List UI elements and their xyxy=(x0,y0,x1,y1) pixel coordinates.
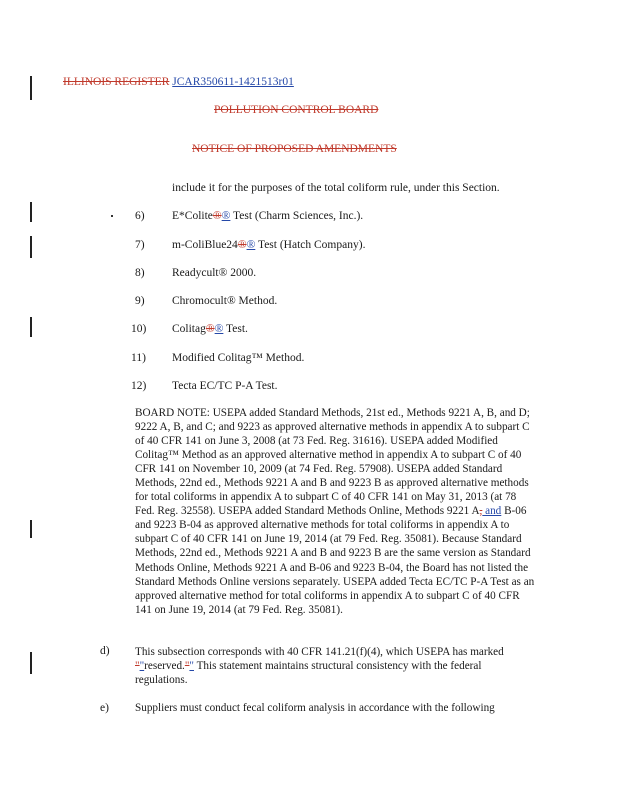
register-struck: ILLINOIS REGISTER xyxy=(63,76,170,88)
change-bar xyxy=(30,236,32,258)
para-d-label: d) xyxy=(100,645,110,657)
item-text: Colitag®® Test. xyxy=(172,323,248,335)
item-text: Readycult® 2000. xyxy=(172,267,257,279)
change-bar xyxy=(30,652,32,674)
item-text: E*Colite®® Test (Charm Sciences, Inc.). xyxy=(172,210,364,222)
notice-header: NOTICE OF PROPOSED AMENDMENTS xyxy=(192,143,397,155)
change-bar xyxy=(30,202,32,222)
item-text: m-ColiBlue24®® Test (Hatch Company). xyxy=(172,239,366,251)
board-note: BOARD NOTE: USEPA added Standard Methods, 21st ed., Methods 9221 A, B, and D; 9222 A, B, and C; and 9223 as approved alternative methods in appendix A to subpart C of 40 CFR 141 on June 3, 2008 (at 73 Fed. Reg. 31616). USEPA added Modified Colitag™ Method as an approved alternative method in appendix A to subpart C of 40 CFR 141 on November 10, 2009 (at 74 Fed. Reg. 57908). USEPA added Standard Methods, 22nd ed., Methods 9221 A and B and 9223 B as approved alternative methods for total coliforms in appendix A to subpart C of 40 CFR 141 on May 31, 2013 (at 78 Fed. Reg. 32558). USEPA added Standard Methods Online, Methods 9221 A, and B-06 and 9223 B-04 as approved alternative methods for total coliforms in appendix A to subpart C of 40 CFR 141 on June 19, 2014 (at 79 Fed. Reg. 35081). Because Standard Methods, 22nd ed., Methods 9221 A and B and 9223 B are the same version as Standard Methods Online, Methods 9221 A and B-06 and 9223 B-04, the Board has not listed the Standard Methods Online versions separately. USEPA added Tecta EC/TC P-A Test as an approved alternative method for total coliforms in appendix A to subpart C of 40 CFR 141 on June 19, 2014 (at 79 Fed. Reg. 35081). xyxy=(135,407,535,616)
para-e-text: Suppliers must conduct fecal coliform analysis in accordance with the following xyxy=(135,702,495,714)
item-number: 12) xyxy=(131,380,147,392)
board-header: POLLUTION CONTROL BOARD xyxy=(214,104,379,116)
item-number: 9) xyxy=(135,295,145,307)
item-text: Tecta EC/TC P-A Test. xyxy=(172,380,278,392)
item-number: 7) xyxy=(135,239,145,251)
para-e-label: e) xyxy=(100,702,109,714)
item-text: Modified Colitag™ Method. xyxy=(172,352,305,364)
para-d-text: This subsection corresponds with 40 CFR 141.21(f)(4), which USEPA has marked ""reserved."" This statement maintains structural consistency with the federal regulations. xyxy=(135,646,504,687)
item-number: 6) xyxy=(135,210,145,222)
intro-line: include it for the purposes of the total coliform rule, under this Section. xyxy=(172,182,500,194)
margin-tick xyxy=(111,215,113,217)
item-text: Chromocult® Method. xyxy=(172,295,278,307)
change-bar xyxy=(30,317,32,337)
item-number: 8) xyxy=(135,267,145,279)
register-inserted: JCAR350611-1421513r01 xyxy=(172,76,294,88)
item-number: 11) xyxy=(131,352,146,364)
change-bar xyxy=(30,520,32,538)
register-header xyxy=(63,76,294,88)
change-bar xyxy=(30,76,32,100)
item-number: 10) xyxy=(131,323,147,335)
